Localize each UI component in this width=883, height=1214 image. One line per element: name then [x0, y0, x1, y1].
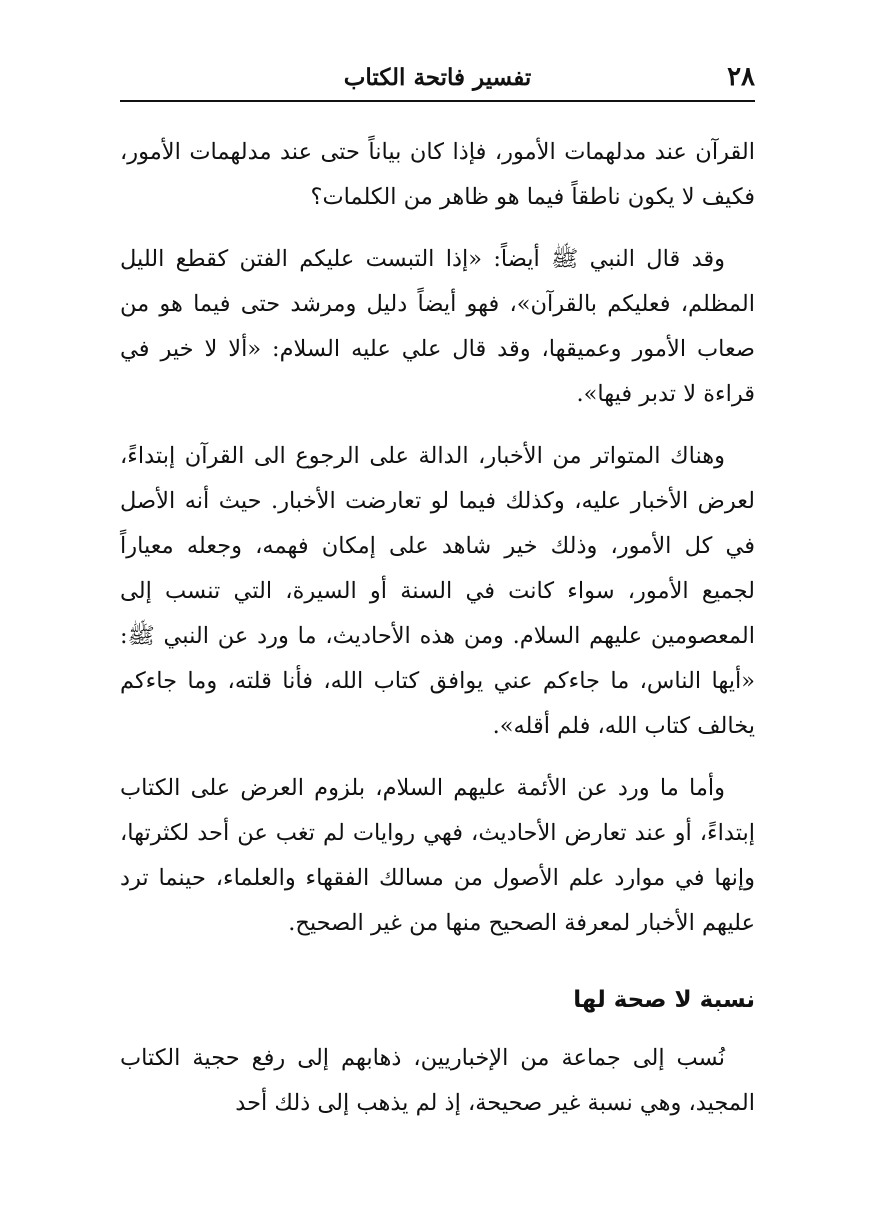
- running-title: تفسير فاتحة الكتاب: [343, 64, 532, 91]
- page-number: ٢٨: [727, 62, 755, 92]
- paragraph-4: وأما ما ورد عن الأئمة عليهم السلام، بلزوم العرض على الكتاب إبتداءً، أو عند تعارض الأحاديث، فهي روايات لم تغب عن أحد لكثرتها، وإنها في موارد علم الأصول من مسالك الفقهاء والعلماء، حينما ترد عليهم الأخبار لمعرفة الصحيح منها من غير الصحيح.: [120, 775, 755, 936]
- section-heading: نسبة لا صحة لها: [573, 987, 755, 1013]
- section-paragraph: نُسب إلى جماعة من الإخباريين، ذهابهم إلى رفع حجية الكتاب المجيد، وهي نسبة غير صحيحة، إذ لم يذهب إلى ذلك أحد: [120, 1045, 755, 1116]
- page-body: [120, 130, 755, 1143]
- paragraph-3: وهناك المتواتر من الأخبار، الدالة على الرجوع الى القرآن إبتداءً، لعرض الأخبار عليه، وكذلك فيما لو تعارضت الأخبار. حيث أنه الأصل في كل الأمور، وذلك خير شاهد على إمكان فهمه، وجعله معياراً لجميع الأمور، سواء كانت في السنة أو السيرة، التي تنسب إلى المعصومين عليهم السلام. ومن هذه الأحاديث، ما ورد عن النبي ﷺ: «أيها الناس، ما جاءكم عني يوافق كتاب الله، فأنا قلته، وما جاءكم يخالف كتاب الله، فلم أقله».: [120, 443, 755, 739]
- paragraph-2: وقد قال النبي ﷺ أيضاً: «إذا التبست عليكم الفتن كقطع الليل المظلم، فعليكم بالقرآن»، فهو أيضاً دليل ومرشد حتى فيما هو من صعاب الأمور وعميقها، وقد قال علي عليه السلام: «ألا لا خير في قراءة لا تدبر فيها».: [120, 246, 755, 407]
- paragraph-1: القرآن عند مدلهمات الأمور، فإذا كان بياناً حتى عند مدلهمات الأمور، فكيف لا يكون ناطقاً فيما هو ظاهر من الكلمات؟: [120, 139, 755, 210]
- page-header: [120, 58, 755, 102]
